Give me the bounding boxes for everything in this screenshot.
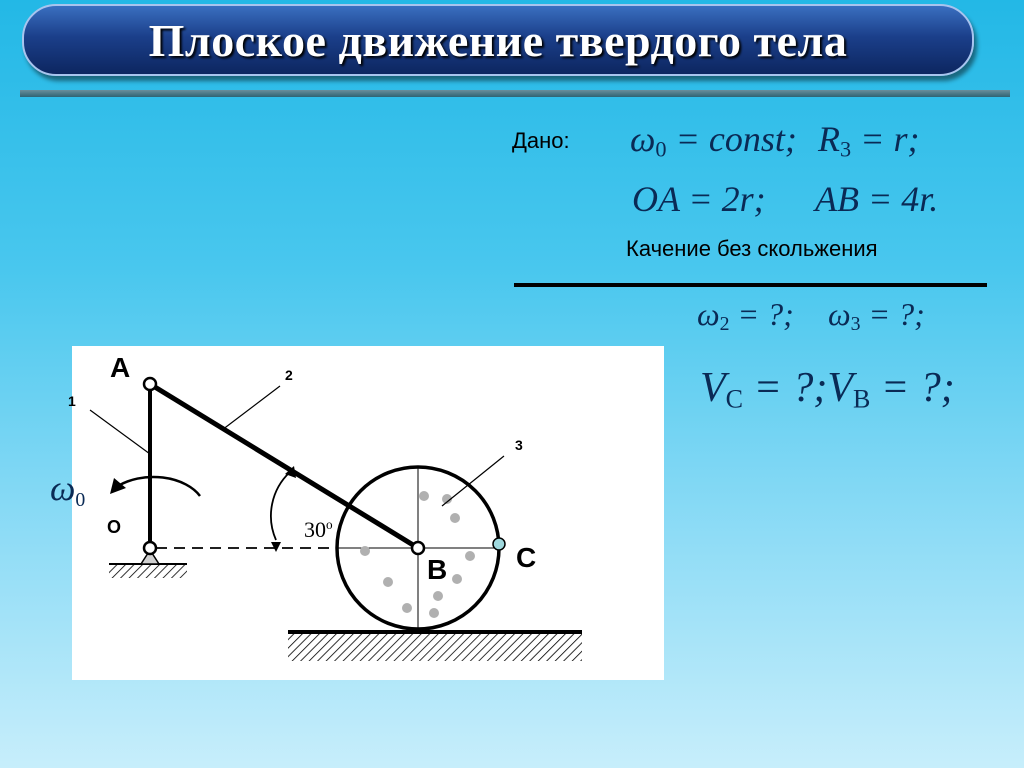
label-link-2: 2 [285, 367, 293, 383]
title-divider [20, 90, 1010, 97]
given-label: Дано: [512, 128, 570, 153]
page-title: Плоское движение твердого тела [148, 14, 848, 66]
label-angle-30: 30$^o$ [304, 516, 333, 542]
formula-velocities: $V_C$ = $?;V_B$ = ?; [700, 365, 955, 414]
rolling-condition: Качение без скольжения [626, 236, 878, 261]
label-point-c: C [516, 542, 537, 573]
label-point-a: A [110, 352, 131, 383]
formula-oa: OA = 2r; [632, 179, 766, 219]
omega0-arc [118, 477, 200, 496]
label-point-o: O [107, 517, 122, 537]
given-find-separator [514, 283, 987, 287]
leader-line-2 [222, 386, 280, 430]
connecting-rod-ab [150, 384, 418, 548]
label-point-b: B [427, 554, 448, 585]
formula-r3: $R_3 = r$; [818, 119, 920, 162]
angle-arc [271, 472, 290, 540]
joint-b [412, 542, 424, 554]
omega0-arrowhead [110, 478, 126, 494]
leader-line-1 [90, 410, 150, 454]
mechanism-diagram [50, 346, 664, 680]
mechanism-svg [72, 346, 664, 680]
formula-ab: AB = 4r. [815, 179, 939, 219]
ground-hatch [288, 633, 582, 661]
angle-arrowhead-bottom [271, 542, 281, 552]
joint-o [144, 542, 156, 554]
formula-omega0: $\omega_0$ = const; [630, 119, 797, 162]
formula-omega2: $\omega_2$ = ?; [697, 296, 794, 335]
point-c-marker [493, 538, 505, 550]
label-link-1: 1 [68, 393, 76, 409]
joint-a [144, 378, 156, 390]
support-hatch [109, 564, 187, 578]
label-wheel-3: 3 [515, 437, 523, 453]
title-banner [22, 4, 974, 76]
formula-omega3: $\omega_3$ = ?; [828, 296, 925, 335]
label-omega0: $\omega_0$ [50, 468, 86, 511]
